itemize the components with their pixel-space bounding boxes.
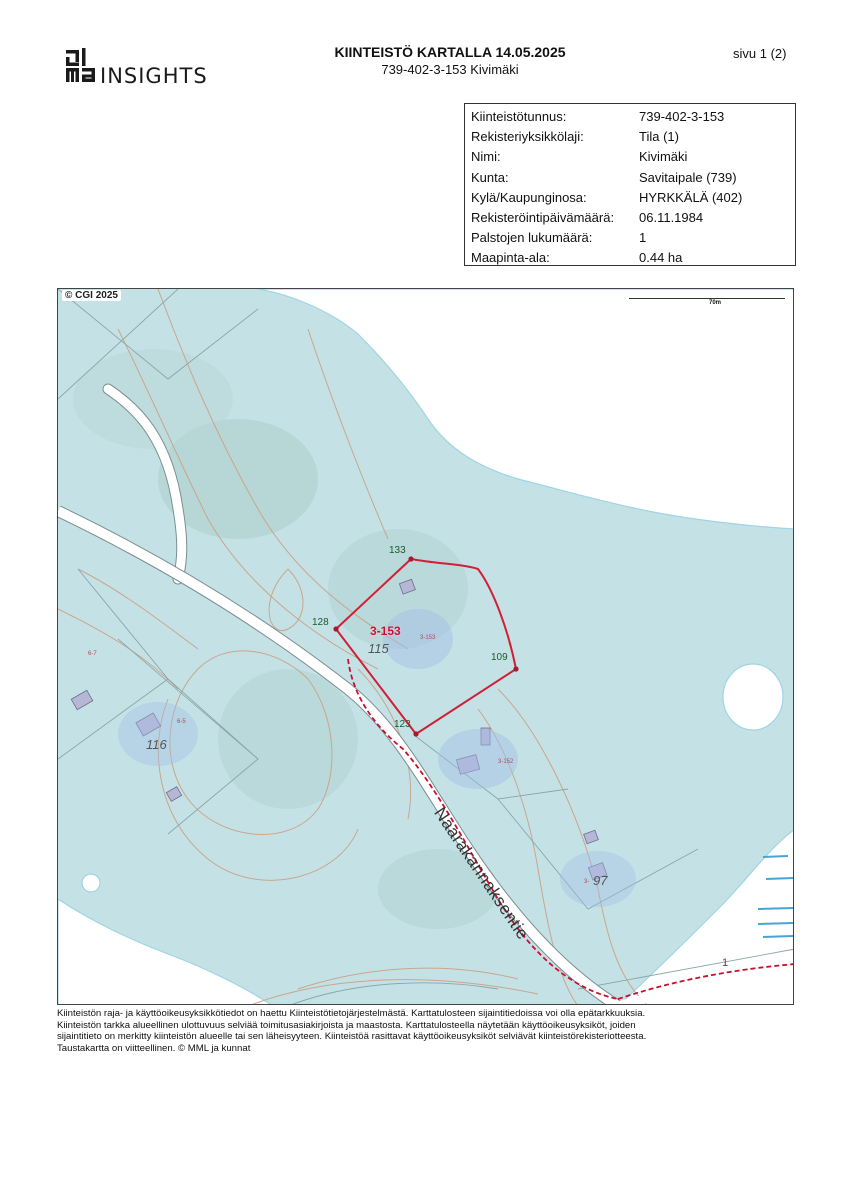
small-id-label: 3-: [584, 879, 590, 885]
scale-line: [629, 298, 785, 299]
footnote-line: Kiinteistön raja- ja käyttöoikeusyksikkötiedot on haettu Kiinteistötietojärjestelmästä. Karttatulosteen sijaintitiedoissa voi olla epätarkkuuksia.: [57, 1008, 646, 1019]
info-row: [471, 188, 795, 208]
scale-label: 70m: [708, 300, 721, 306]
small-id-label: 3-152: [498, 759, 514, 765]
info-value: 739-402-3-153: [639, 109, 725, 124]
map-copyright: © CGI 2025: [62, 290, 121, 301]
info-label: Kylä/Kaupunginosa:: [471, 189, 587, 205]
boundary-point-133: [408, 556, 413, 561]
info-value: 06.11.1984: [639, 209, 704, 225]
property-map[interactable]: [57, 288, 794, 1005]
boundary-point-128: [333, 626, 338, 631]
boundary-point-123: [413, 731, 418, 736]
info-label: Rekisteriyksikkölaji:: [471, 129, 584, 145]
info-value: Savitaipale (739): [639, 169, 737, 185]
property-info-table: [464, 103, 796, 266]
document-subtitle: 739-402-3-153 Kivimäki: [381, 62, 519, 77]
info-row: [471, 168, 795, 188]
info-label: Palstojen lukumäärä:: [471, 230, 593, 246]
info-row: [471, 228, 795, 248]
info-label: Rekisteröintipäivämäärä:: [471, 209, 615, 225]
footnote-line: Taustakartta on viitteellinen. © MML ja kunnat: [57, 1042, 251, 1054]
page-number: sivu 1 (2): [733, 46, 787, 61]
parcel-id-label: 3-153: [370, 624, 401, 638]
point-label-123: 123: [394, 719, 411, 730]
document-title: KIINTEISTÖ KARTALLA 14.05.2025: [334, 44, 566, 60]
map-canvas: [58, 289, 794, 1005]
road-number-label: 1: [722, 957, 729, 969]
small-pond: [82, 874, 100, 892]
footnote-line: sijaintitieto on merkitty kiinteistön alueelle tai sen läheisyyteen. Kiinteistöä rasittavat käyttöoikeusyksiköt selviävät kiinteistörekisteriotteesta.: [57, 1031, 647, 1042]
info-row: [471, 208, 795, 228]
road-name-label: Naarakannaksentie: [430, 804, 533, 944]
info-value: 1: [639, 230, 647, 246]
info-row: [471, 248, 795, 268]
lake-water: [258, 289, 794, 529]
pond: [723, 664, 783, 730]
info-row: [471, 107, 795, 127]
alma-insights-logo: [66, 48, 216, 88]
point-label-133: 133: [389, 545, 406, 556]
logo-text: INSIGHTS: [100, 64, 208, 88]
small-id-label: 6-5: [177, 719, 186, 725]
point-label-128: 128: [312, 617, 329, 628]
footnote: [57, 1008, 794, 1054]
property-number-label: 97: [593, 873, 608, 888]
info-value: Tila (1): [639, 129, 679, 145]
alma-logo-mark: [66, 48, 96, 84]
info-label: Kiinteistötunnus:: [471, 109, 567, 124]
info-value: 0.44 ha: [639, 250, 683, 266]
info-value: HYRKKÄLÄ (402): [639, 189, 743, 205]
scale-bar: [629, 295, 785, 305]
info-label: Maapinta-ala:: [471, 250, 550, 266]
small-id-label: 3-153: [420, 635, 436, 641]
info-value: Kivimäki: [639, 149, 688, 165]
small-id-label: 6-7: [88, 651, 97, 657]
left-water: [58, 899, 273, 1005]
info-row: [471, 127, 795, 147]
point-label-109: 109: [491, 652, 508, 663]
info-label: Nimi:: [471, 149, 501, 165]
property-number-label: 116: [146, 737, 167, 752]
boundary-point-109: [513, 666, 518, 671]
info-row: [471, 147, 795, 167]
info-label: Kunta:: [471, 169, 509, 185]
footnote-line: Kiinteistön tarkka alueellinen ulottuvuus selviää toimitusasiakirjoista ja maastosta. Karttatulosteella näytetään käyttöoikeusyksiköt, joiden: [57, 1019, 636, 1031]
parcel-number-label: 115: [368, 641, 389, 656]
bay-water: [618, 829, 794, 1005]
